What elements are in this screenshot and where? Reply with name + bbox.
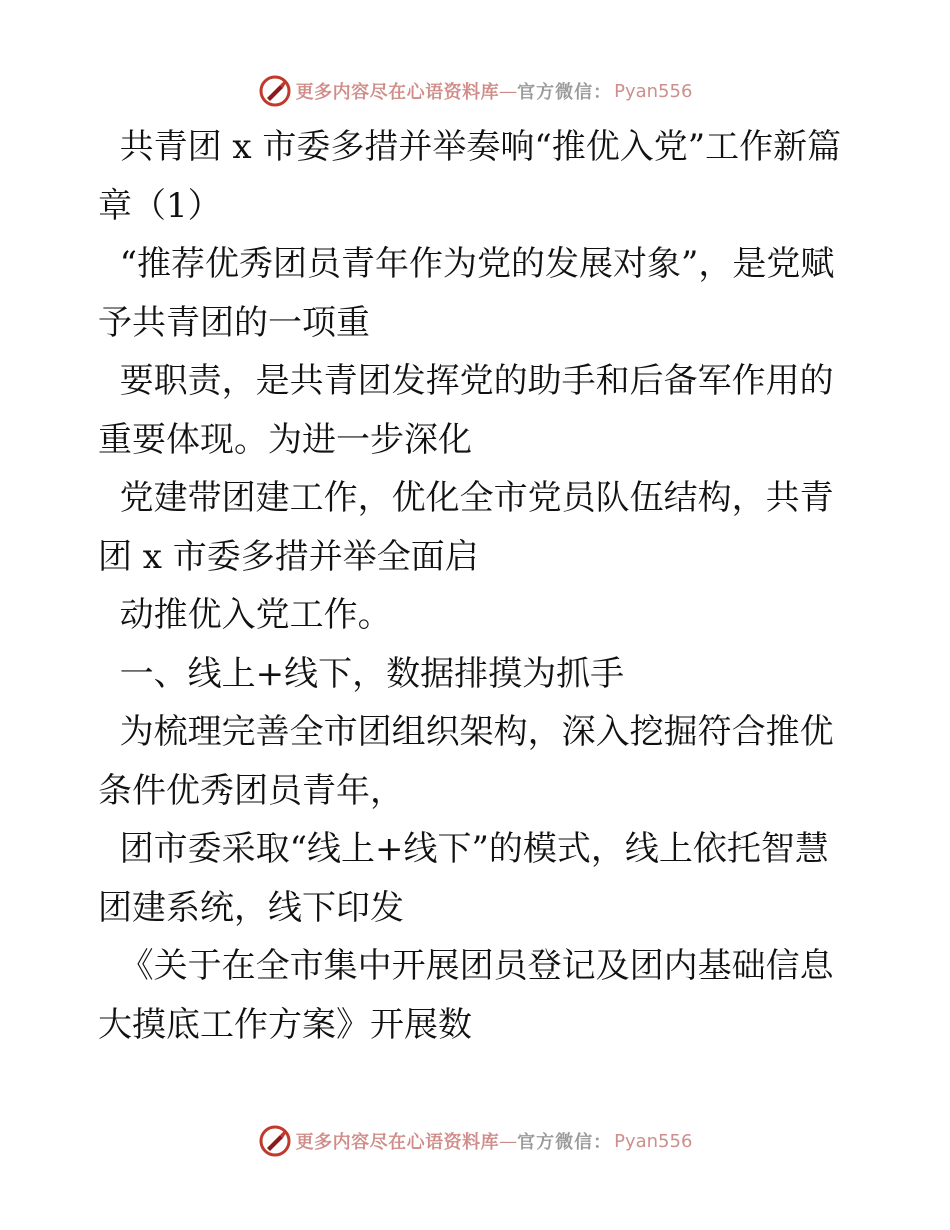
footer-watermark — [0, 1121, 950, 1161]
watermark-dash: — — [499, 1130, 518, 1152]
watermark-dash: — — [499, 80, 518, 102]
watermark-main-text: 更多内容尽在心语资料库 — [295, 82, 500, 103]
paragraph: 要职责，是共青团发挥党的助手和后备军作用的重要体现。为进一步深化 — [98, 361, 834, 460]
section-heading: 一、线上+线下，数据排摸为抓手 — [98, 653, 625, 694]
paragraph: 动推优入党工作。 — [98, 595, 392, 635]
paragraph: 党建带团建工作，优化全市党员队伍结构，共青团 x 市委多措并举全面启 — [98, 478, 834, 577]
watermark-main-text: 更多内容尽在心语资料库 — [295, 1132, 500, 1153]
watermark-wechat-id: Pyan556 — [614, 1130, 693, 1152]
pen-nib-circle-icon — [258, 1124, 292, 1158]
document-title: 共青团 x 市委多措并举奏响“推优入党”工作新篇章（1） — [98, 127, 842, 226]
watermark-official-label: 官方微信： — [517, 1132, 613, 1153]
paragraph: “推荐优秀团员青年作为党的发展对象”，是党赋予共青团的一项重 — [98, 244, 835, 343]
header-watermark — [0, 71, 950, 111]
watermark-wechat-id: Pyan556 — [614, 80, 693, 102]
paragraph: 团市委采取“线上+线下”的模式，线上依托智慧团建系统，线下印发 — [98, 829, 829, 928]
paragraph: 为梳理完善全市团组织架构，深入挖掘符合推优条件优秀团员青年， — [98, 712, 834, 811]
paragraph: 《关于在全市集中开展团员登记及团内基础信息大摸底工作方案》开展数 — [98, 946, 834, 1045]
watermark-official-label: 官方微信： — [517, 82, 613, 103]
pen-nib-circle-icon — [258, 74, 292, 108]
document-body — [98, 118, 853, 1054]
